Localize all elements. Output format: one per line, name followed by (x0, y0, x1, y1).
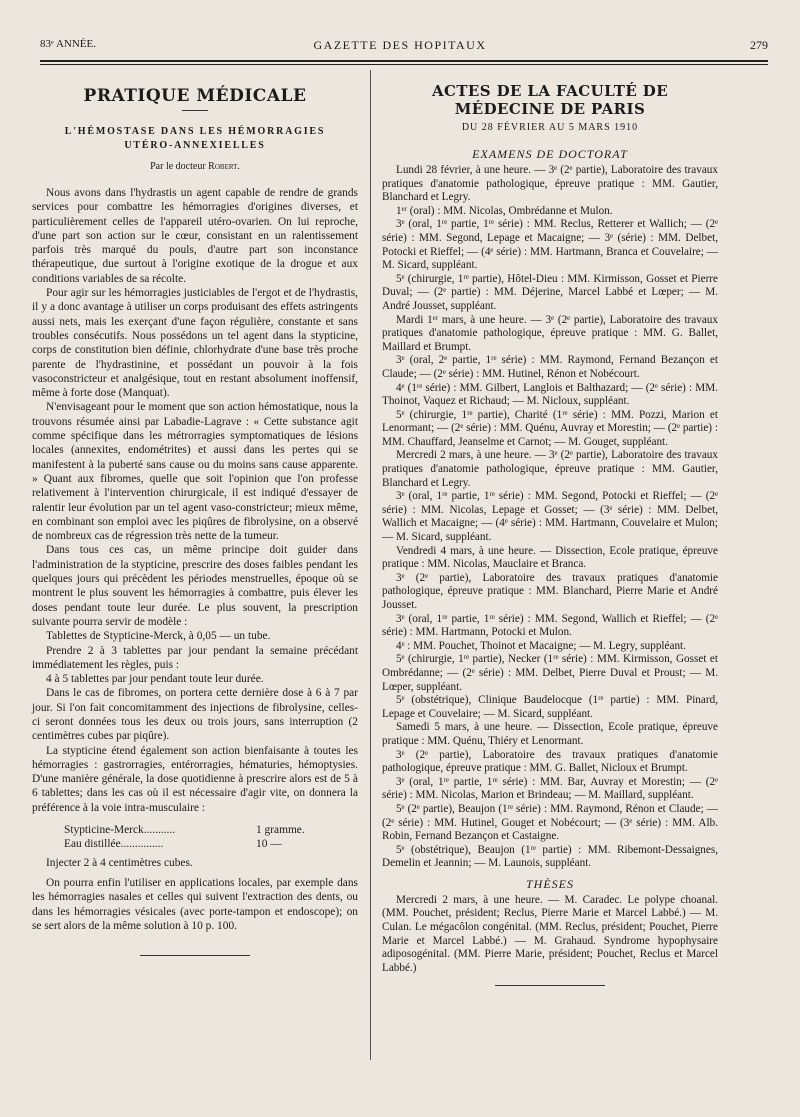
exam-list (382, 164, 718, 871)
formula-ingredient: Stypticine-Merck........... (64, 824, 176, 837)
journal-name: GAZETTE DES HOPITAUX (313, 38, 487, 52)
paragraph: Prendre 2 à 3 tablettes par jour pendant la semaine précédant immédiatement les règles, puis : (32, 644, 358, 671)
paragraph: 4 à 5 tablettes par jour pendant toute leur durée. (46, 673, 264, 686)
theses-heading: THÈSES (526, 876, 574, 891)
exam-entry: 4ᵉ (1ʳᵉ série) : MM. Gilbert, Langlois et Balthazard; — (2ᵉ série) : MM. Thoinot, Vaquez et Richaud; — M. Nicloux, suppléant. (382, 381, 718, 408)
right-column (382, 78, 718, 986)
formula-quantity: 10 — (256, 838, 282, 851)
page-number: 279 (750, 38, 768, 52)
section-title-actes: ACTES DE LA FACULTÉ DE MÉDECINE DE PARIS (431, 82, 669, 118)
exam-entry: 3ᵉ (oral, 2ᵉ partie, 1ʳᵉ série) : MM. Raymond, Fernand Bezançon et Claude; — (2ᵉ série) : MM. Hutinel, Rénon et Nobécourt. (382, 354, 718, 380)
injection-instruction: Injecter 2 à 4 centimètres cubes. (46, 856, 193, 869)
prescription-formula (64, 823, 358, 852)
running-head (32, 38, 768, 56)
end-rule (140, 955, 250, 956)
exam-entry: 3ᵉ (oral, 1ʳᵉ partie, 1ʳᵉ série) : MM. Segond, Wallich et Rieffel; — (2ᵉ série) : MM. Hartmann, Potocki et Mulon. (382, 612, 718, 639)
date-range: DU 28 FÉVRIER AU 5 MARS 1910 (461, 122, 639, 133)
left-column (32, 78, 358, 956)
formula-line (64, 823, 358, 837)
formula-ingredient: Eau distillée............... (64, 838, 164, 851)
section-title-pratique: PRATIQUE MÉDICALE (83, 86, 307, 106)
header-rule-thin (40, 64, 768, 65)
exam-entry: 3ᵉ (oral, 1ʳᵉ partie, 1ʳᵉ série) : MM. Reclus, Retterer et Wallich; — (2ᵉ série) : MM. Segond, Lepage et Macaigne; — 3ᵉ (série) : MM. Delbet, Potocki et Rieffel; — (4ᵉ série) : MM. Hartmann, Branca et Couvelaire; — M. Sicard, suppléant. (382, 218, 718, 272)
formula-line (64, 837, 358, 851)
exam-entry: 5ᵉ (obstétrique), Clinique Baudelocque (1ʳᵉ partie) : MM. Pinard, Lepage et Couvelaire; — M. Sicard, suppléant. (382, 694, 718, 720)
paragraph: Dans le cas de fibromes, on portera cette dernière dose à 6 à 7 par jour. Si l'on fait concomitamment des injections de fibrolysine, celles-ci seront données tous les deux ou trois jours, sans interruption (2 centimètres cubes par piqûre). (32, 687, 358, 743)
exam-entry: 1ᵉʳ (oral) : MM. Nicolas, Ombrédanne et Mulon. (396, 204, 613, 217)
column-divider (370, 70, 371, 1060)
exam-entry: 3ᵉ (2ᵉ partie), Laboratoire des travaux pratiques d'anatomie pathologique, épreuve pratique : MM. Blanchard, Pierre Marie et André Jousset. (382, 571, 718, 611)
exam-entry: 3ᵉ (oral, 1ʳᵉ partie, 1ʳᵉ série) : MM. Bar, Auvray et Morestin; — (2ᵉ série) : MM. Nicolas, Marion et Brindeau; — M. Maillard, suppléant. (382, 775, 718, 802)
exam-entry: Lundi 28 février, à une heure. — 3ᵉ (2ᵉ partie), Laboratoire des travaux pratiques d'anatomie pathologique, épreuve pratique : MM. Gautier, Blanchard et Legry. (382, 164, 718, 204)
exam-entry: 5ᵉ (2ᵉ partie), Beaujon (1ʳᵉ série) : MM. Raymond, Rénon et Claude; — (2ᵉ série) : MM. Hutinel, Gouget et Nobécourt; — (3ᵉ série) : MM. Alb. Robin, Fernand Bezançon et Castaigne. (382, 802, 718, 843)
exams-heading: EXAMENS DE DOCTORAT (472, 147, 628, 161)
paragraph: Pour agir sur les hémorragies justiciables de l'ergot et de l'hydrastis, il y a donc avantage à utiliser un corps produisant des effets astringents aussi nets, mais les exerçant d'une façon régulière, constante et sans troubles consécutifs. Nous possédons un tel agent dans la stypticine, corps de constitution bien définie, chlorhydrate d'une base très proche parente de l'hydrastinine, et possédant un pouvoir à la fois vasoconstricteur et analgésique, tout en restant absolument inoffensif, même à forte dose (Manquat). (32, 287, 358, 400)
exam-entry: 5ᵉ (obstétrique), Beaujon (1ʳᵉ partie) : MM. Ribemont-Dessaignes, Demelin et Jeannin; — M. Launois, suppléant. (382, 843, 718, 870)
exam-entry: 5ᵉ (chirurgie, 1ʳᵉ partie), Hôtel-Dieu : MM. Kirmisson, Gosset et Pierre Duval; — (2ᵉ partie) : MM. Déjerine, Marcel Labbé et Lœper; — M. André Jousset, suppléant. (382, 272, 718, 312)
paragraph: Dans tous ces cas, un même principe doit guider dans l'administration de la stypticine, prescrire des doses faibles pendant les quelques jours qui précèdent les périodes menstruelles, époque où se montrent le plus souvent les hémorragies à combattre, puis élever les doses pendant toute leur durée. Le plus souvent, la prescription suivante pourra servir de modèle : (32, 544, 358, 628)
paragraph: N'envisageant pour le moment que son action hémostatique, nous la trouvons résumée ainsi par Labadie-Lagrave : « Cette substance agit comme spécifique dans les métrorragies symptomatiques de lésions locales (annexites, endométrites) et aussi dans les pertes qui se manifestent à la puberté sans cause ou du moins sans cause apparente. » Quant aux fibromes, quelle que soit l'opinion que l'on professe relativement à l'intervention chirurgicale, il est indiqué d'essayer de ralentir leur évolution par un tel agent vaso-constricteur; mieux même, en combinant son emploi avec les piqûres de fibrolysine, on a observé de nombreux cas de régression très nette de la tumeur. (32, 401, 358, 543)
exam-entry: 3ᵉ (2ᵉ partie), Laboratoire des travaux pratiques d'anatomie pathologique, épreuve pratique : MM. G. Ballet, Nicloux et Brumpt. (382, 748, 718, 775)
exam-entry: 4ᵉ : MM. Pouchet, Thoinot et Macaigne; — M. Legry, suppléant. (396, 639, 686, 652)
exam-entry: 3ᵉ (oral, 1ʳᵉ partie, 1ʳᵉ série) : MM. Segond, Potocki et Rieffel; — (2ᵉ série) : MM. Nicolas, Lepage et Gosset; — (3ᵉ série) : MM. Delbet, Wallich et Macaigne; — (4ᵉ série) : MM. Hartmann, Couvelaire et Mulon; — M. Sicard, suppléant. (382, 490, 718, 544)
paragraph: Tablettes de Stypticine-Merck, à 0,05 — un tube. (46, 630, 271, 643)
article-subtitle: L'HÉMOSTASE DANS LES HÉMORRAGIES UTÉRO-ANNEXIELLES (64, 126, 326, 151)
formula-quantity: 1 gramme. (256, 824, 305, 837)
exam-entry: Mardi 1ᵉʳ mars, à une heure. — 3ᵉ (2ᵉ partie), Laboratoire des travaux pratiques d'anatomie pathologique, épreuve pratique : MM. G. Ballet, Maillard et Brumpt. (382, 313, 718, 353)
exam-entry: Vendredi 4 mars, à une heure. — Dissection, Ecole pratique, épreuve pratique : MM. Nicolas, Mauclaire et Branca. (382, 544, 718, 571)
byline-author: Robert. (208, 161, 240, 172)
exam-entry: Mercredi 2 mars, à une heure. — 3ᵉ (2ᵉ partie), Laboratoire des travaux pratiques d'anatomie pathologique, épreuve pratique : MM. Gautier, Blanchard et Legry. (382, 449, 718, 489)
byline (32, 161, 358, 172)
exam-entry: 5ᵉ (chirurgie, 1ʳᵉ partie), Necker (1ʳᵉ série) : MM. Kirmisson, Gosset et Ombrédanne; — (2ᵉ série) : MM. Delbet, Pierre Duval et Proust; — M. Lœper, suppléant. (382, 653, 718, 693)
title-rule (182, 110, 208, 111)
paragraph: Nous avons dans l'hydrastis un agent capable de rendre de grands services pour combattre les hémorragies d'origines diverses, et particulièrement celles de l'appareil utéro-ovarien. On lui reproche, d'une part son action sur le cœur, consistant en un ralentissement parfois très marqué du pouls, d'autre part son inconstance thérapeutique, due surtout à l'origine exotique de la drogue et aux conditions variables de sa récolte. (32, 187, 358, 285)
header-rule-thick (40, 60, 768, 62)
closing-paragraph: On pourra enfin l'utiliser en applications locales, par exemple dans les hémorragies nasales et celles qui suivent l'extraction des dents, ou dans les hémorragies vésicales (avec porte-tampon et endoscope); on se sert alors de la même solution à 10 p. 100. (32, 876, 358, 932)
exam-entry: Samedi 5 mars, à une heure. — Dissection, Ecole pratique, épreuve pratique : MM. Quénu, Thiéry et Lenormant. (382, 721, 718, 747)
year-label: 83ᵉ ANNÉE. (40, 38, 96, 50)
byline-prefix: Par le docteur (150, 161, 206, 172)
end-rule (495, 985, 605, 986)
paragraph: La stypticine étend également son action bienfaisante à toutes les hémorragies : gastrorragies, entérorragies, hématuries, hémoptysies. D'une manière générale, la dose quotidienne à prescrire alors est de 5 à 6 tablettes; dans les cas où il est nécessaire d'agir vite, on donnera la préférence à la voie intra-musculaire : (32, 744, 358, 814)
exam-entry: 5ᵉ (chirurgie, 1ʳᵉ partie), Charité (1ʳᵉ série) : MM. Pozzi, Marion et Lenormant; — (2ᵉ série) : MM. Quénu, Auvray et Morestin; — (2ᵉ partie) : MM. Chauffard, Jeanselme et Carnot; — M. Gouget, suppléant. (382, 408, 718, 448)
theses-paragraph: Mercredi 2 mars, à une heure. — M. Caradec. Le polype choanal. (MM. Pouchet, président; Reclus, Pierre Marie et Marcel Labbé.) — M. Culan. Le mégacôlon congénital. (MM. Reclus, président; Pouchet, Pierre Marie et Marcel Labbé.) — M. Grahaud. Syndrome hypophysaire adiposogénital. (MM. Pierre Marie, président; Pouchet, Reclus et Marcel Labbé.) (382, 893, 718, 974)
